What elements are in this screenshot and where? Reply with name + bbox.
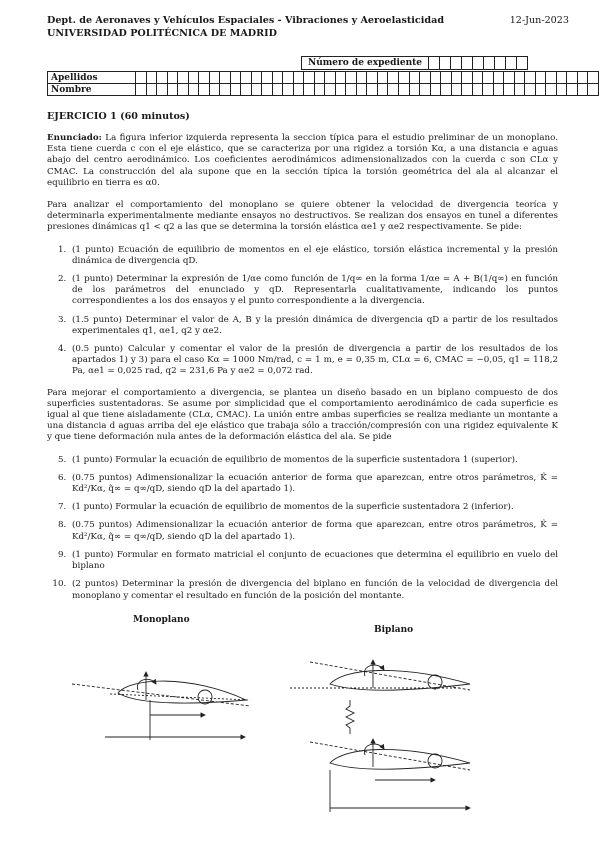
department-name: Dept. de Aeronaves y Vehículos Espaciales - Vibraciones y Aeroelasticidad xyxy=(47,15,445,26)
exam-date: 12-Jun-2023 xyxy=(509,15,569,26)
apellidos-label: Apellidos xyxy=(48,72,136,84)
question-item: 6. (0.75 puntos) Adimensionalizar la ecuación anterior de forma que aparezcan, entre otros parámetros, K̂ = Kd²/Kα, q̂∞ = q∞/qD, siendo qD la del apartado 1). xyxy=(69,473,558,495)
question-item: 3. (1.5 punto) Determinar el valor de A, B y la presión dinámica de divergencia qD a partir de los resultados experimentales q1, αe1, q2 y αe2. xyxy=(69,315,558,337)
question-item: 9. (1 punto) Formular en formato matricial el conjunto de ecuaciones que determina el equilibrio en vuelo del biplano xyxy=(69,550,558,572)
biplano-title: Biplano xyxy=(374,625,414,635)
expediente-label: Número de expediente xyxy=(302,57,429,70)
strut-spring xyxy=(346,700,354,734)
biplane-upper-section xyxy=(290,660,470,690)
statement-text: La figura inferior izquierda representa la seccion típica para el estudio preliminar de un monoplano. Esta tiene cuerda c con el eje elástico, que se caracteriza por una rigidez a torsión Kα, a una distancia e aguas abajo del centro aerodinámico. Los coeficientes aerodinámicos adimensionalizados con la cuerda c son CLα y CMAC. La construcción del ala supone que en la sección típica la torsión geométrica del ala al alcanzar el equilibrio en tierra es α0. xyxy=(47,133,558,188)
moment-arc xyxy=(137,679,156,690)
question-item: 5. (1 punto) Formular la ecuación de equilibrio de momentos de la superficie sustentadora 1 (superior). xyxy=(69,455,558,466)
question-item: 8. (0.75 puntos) Adimensionalizar la ecuación anterior de forma que aparezcan, entre otros parámetros, K̂ = Kd²/Kα, q̂∞ = q∞/qD, siendo qD la del apartado 1). xyxy=(69,520,558,542)
biplane-paragraph: Para mejorar el comportamiento a divergencia, se plantea un diseño basado en un biplano compuesto de dos superficies sustentadoras. Se asume por simplicidad que el comportamiento aerodinámico de cada superficie es igual al que tiene aisladamente (CLα, CMAC). La unión entre ambas superficies se realiza mediante un montante a una distancia d aguas arriba del eje elástico que trabaja sólo a tracción/compresión con una rigidez equivalente K y que tiene deformación nula antes de la deformación elástica del ala. Se pide xyxy=(47,387,558,443)
question-item: 2. (1 punto) Determinar la expresión de 1/αe como función de 1/q∞ en la forma 1/αe = A + B(1/q∞) en función de los parámetros del enunciado y qD. Representarla cualitativamente, indicando los puntos correspondientes a los dos ensayos y el punto correspondiente a la divergencia. xyxy=(69,274,558,308)
upper-elastic-axis xyxy=(428,675,442,689)
upper-airfoil xyxy=(330,670,470,690)
upper-freestream-line xyxy=(310,662,470,690)
nombre-label: Nombre xyxy=(48,84,136,96)
monoplane-section-diagram xyxy=(72,672,250,740)
monoplano-title: Monoplano xyxy=(133,615,190,625)
biplane-lower-section xyxy=(310,739,470,812)
biplane-strut xyxy=(346,700,354,734)
question-item: 10. (2 puntos) Determinar la presión de divergencia del biplano en función de la velocidad de divergencia del monoplano y comentar el resultado en función de la posición del montante. xyxy=(69,579,558,601)
question-item: 1. (1 punto) Ecuación de equilibrio de momentos en el eje elástico, torsión elástica incremental y la presión dinámica de divergencia qD. xyxy=(69,245,558,267)
analysis-paragraph: Para analizar el comportamiento del monoplano se quiere obtener la velocidad de divergencia teoríca y determinarla experimentalmente mediante ensayos no destructivos. Se realizan dos ensayos en tunel a diferentes presiones dinámicas q1 < q2 a las que se determina la torsión elástica αe1 y αe2 respectivamente. Se pide: xyxy=(47,200,558,233)
elastic-axis-spring xyxy=(198,690,212,704)
question-item: 7. (1 punto) Formular la ecuación de equilibrio de momentos de la superficie sustentadora 2 (inferior). xyxy=(69,502,558,513)
question-item: 4. (0.5 punto) Calcular y comentar el valor de la presión de divergencia a partir de los resultados de los apartados 1) y 3) para el caso Kα = 1000 Nm/rad, c = 1 m, e = 0,35 m, CLα = 6, CMAC = −0,05, q1 = 118,2 Pa, αe1 = 0,025 rad, q2 = 231,6 Pa y αe2 = 0,072 rad. xyxy=(69,344,558,378)
lower-elastic-axis xyxy=(428,754,442,768)
monoplane-chord-line xyxy=(110,694,250,700)
exercise-title: EJERCICIO 1 (60 minutos) xyxy=(47,111,190,122)
statement-lead: Enunciado: xyxy=(47,133,102,143)
university-name: UNIVERSIDAD POLITÉCNICA DE MADRID xyxy=(47,28,277,39)
